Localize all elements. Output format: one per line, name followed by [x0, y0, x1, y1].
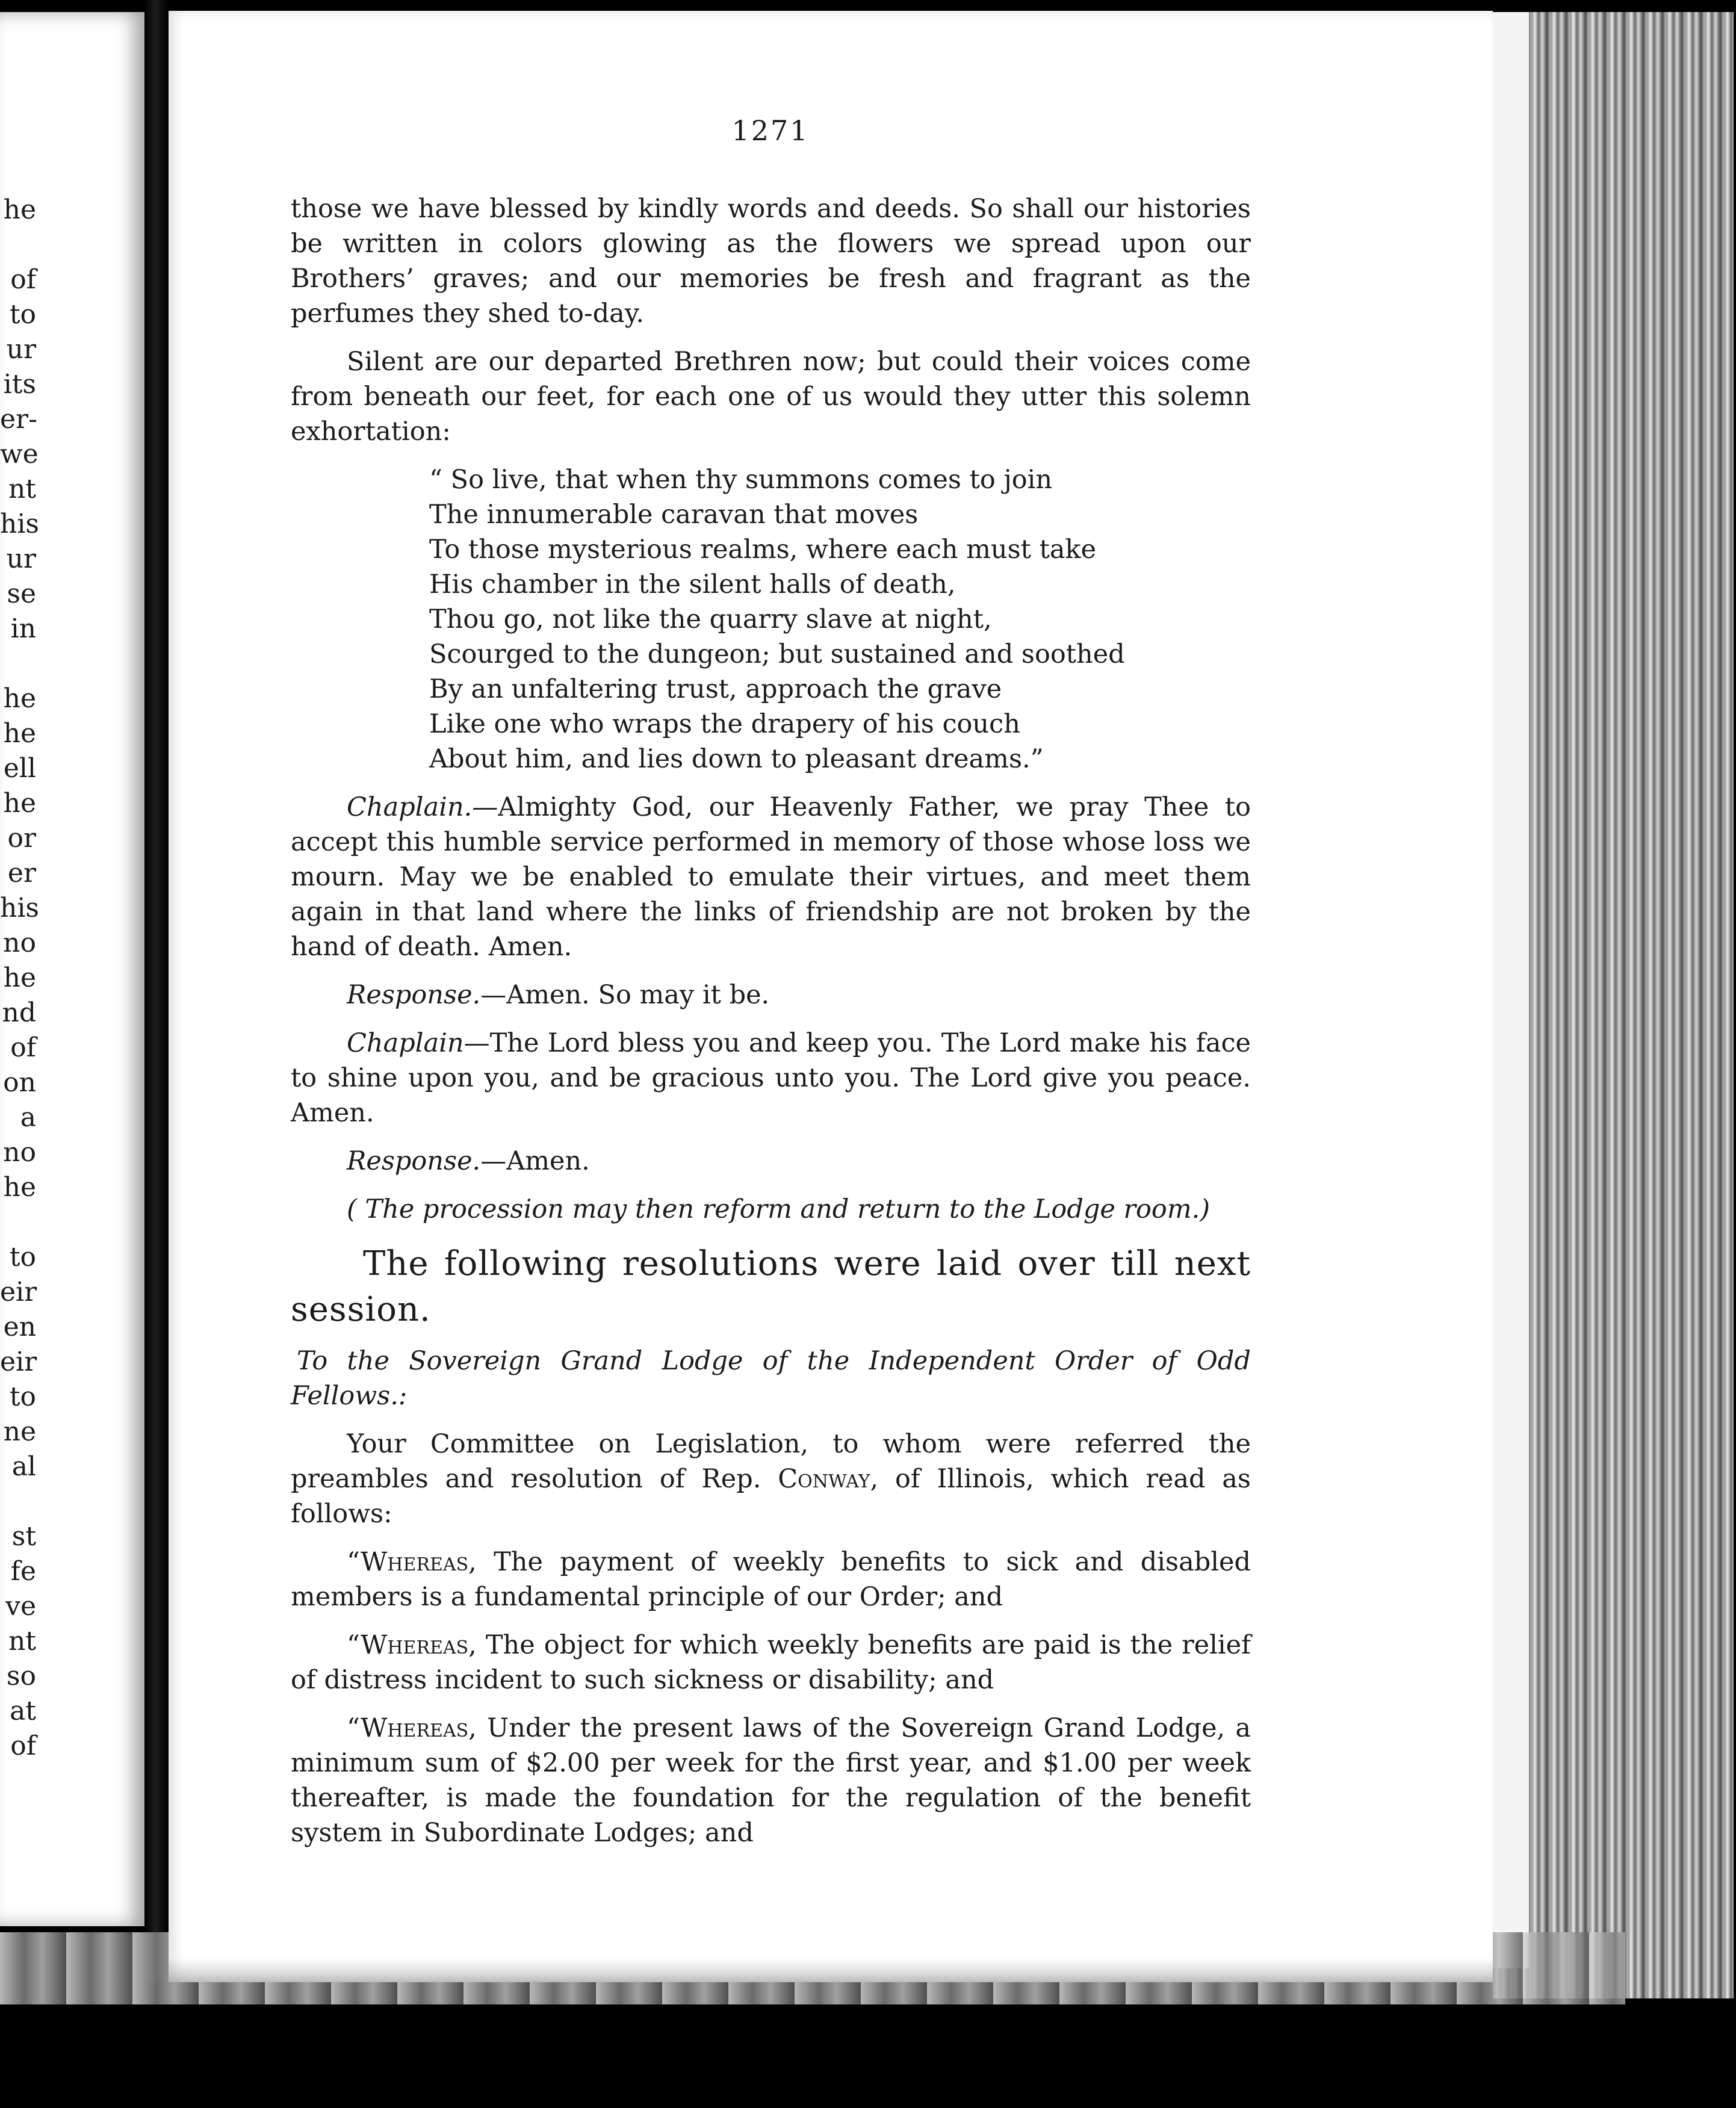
left-fragment: nt [8, 474, 36, 504]
response-text: —Amen. So may it be. [480, 980, 770, 1010]
left-fragment: to [9, 1381, 36, 1412]
left-fragment: al [11, 1451, 36, 1482]
left-facing-page [0, 12, 144, 1926]
whereas-text: , Under the present laws of the Sovereign Grand Lodge, a minimum sum of $2.00 per week for the first year, and $1.00 per week thereafter, is made the foundation for the regulation of the benefit system in Subordinate Lodges; and [291, 1713, 1251, 1848]
left-fragment: of [10, 1731, 36, 1761]
book-gutter [144, 0, 169, 1980]
left-fragment: ne [3, 1416, 36, 1447]
whereas-clause [291, 1711, 1251, 1850]
left-fragment [0, 1484, 36, 1519]
left-fragment: nt [8, 1626, 36, 1657]
left-fragment: in [10, 613, 36, 644]
left-fragment: his [0, 509, 39, 539]
left-fragment: we [0, 439, 39, 470]
left-fragment: his [0, 893, 39, 923]
page-number: 1271 [731, 114, 810, 147]
page-shadow [169, 1958, 1493, 1982]
whereas-clause [291, 1628, 1251, 1697]
opening-paragraph: those we have blessed by kindly words and deeds. So shall our histories be written in colors glowing as the flowers we spread upon our Brothers’ graves; and our memories be fresh and fragrant as the perfumes they shed to-day. [291, 194, 1251, 329]
left-page-text-fragments [0, 193, 39, 1764]
left-fragment: he [3, 1172, 36, 1203]
left-fragment: at [10, 1696, 36, 1726]
speaker-label: Response. [347, 1146, 481, 1176]
poem-quotation [429, 462, 1251, 777]
resolutions-heading: The following resolutions were laid over till next session. [291, 1244, 1251, 1329]
left-fragment [0, 646, 36, 681]
left-fragment: er [7, 858, 36, 888]
left-fragment: so [6, 1661, 36, 1691]
speaker-label: Response. [347, 980, 481, 1010]
left-fragment: ur [6, 544, 36, 574]
left-fragment: ve [5, 1591, 36, 1622]
left-fragment: he [3, 194, 36, 225]
poem-line: Scourged to the dungeon; but sustained and soothed [429, 639, 1125, 669]
left-fragment: no [3, 1137, 36, 1168]
silent-brethren-paragraph: Silent are our departed Brethren now; but could their voices come from beneath our feet, for each one of us would they utter this solemn exhortation: [291, 347, 1251, 447]
left-fragment: to [9, 1242, 36, 1273]
poem-line: His chamber in the silent halls of death, [429, 569, 956, 600]
whereas-clause [291, 1545, 1251, 1614]
left-fragment: nd [2, 997, 36, 1028]
left-fragment: on [3, 1067, 36, 1098]
left-fragment: se [7, 578, 36, 609]
chaplain-prayer [291, 790, 1251, 964]
left-fragment [0, 1205, 36, 1240]
response-text: —Amen. [480, 1146, 590, 1176]
left-fragment: en [3, 1312, 36, 1342]
left-fragment: ur [6, 334, 36, 365]
speaker-label: Chaplain. [347, 792, 473, 822]
left-fragment: of [10, 1032, 36, 1063]
page-text-block [291, 114, 1251, 1850]
left-fragment: fe [10, 1556, 36, 1587]
whereas-lead: “Whereas [347, 1547, 469, 1577]
stage-direction: ( The procession may then reform and return to the Lodge room.) [347, 1194, 1211, 1224]
left-fragment: er- [0, 404, 37, 435]
left-fragment: to [9, 299, 36, 330]
left-fragment: ell [3, 753, 36, 784]
committee-text: Your Committee on Legislation, to whom were referred the preambles and resolution of Rep. [291, 1429, 1251, 1494]
poem-line: The innumerable caravan that moves [429, 500, 919, 530]
whereas-text: , The object for which weekly benefits are paid is the relief of distress incident to such sickness or disability; and [291, 1630, 1251, 1695]
response-paragraph [291, 1144, 1251, 1179]
left-fragment: he [3, 963, 36, 993]
page-fore-edge [1493, 12, 1734, 1998]
left-fragment: of [10, 264, 36, 295]
left-fragment: eir [0, 1277, 37, 1307]
fore-edge-highlight [1493, 12, 1529, 1968]
representative-name: Conway [778, 1464, 870, 1494]
left-fragment: its [3, 369, 36, 400]
left-fragment: he [3, 718, 36, 749]
poem-line: To those mysterious realms, where each must take [429, 535, 1097, 565]
poem-line: Like one who wraps the drapery of his couch [429, 709, 1020, 739]
blessing-text: —The Lord bless you and keep you. The Lord make his face to shine upon you, and be gracious unto you. The Lord give you peace. Amen. [291, 1028, 1251, 1128]
response-paragraph [291, 978, 1251, 1012]
whereas-lead: “Whereas [347, 1713, 469, 1743]
left-fragment: no [3, 928, 36, 958]
address-line: To the Sovereign Grand Lodge of the Independent Order of Odd Fellows.: [291, 1346, 1251, 1411]
poem-line: About him, and lies down to pleasant dreams.” [429, 744, 1044, 774]
committee-text: , of Illinois, which read as follows: [291, 1464, 1251, 1529]
left-fragment: he [3, 788, 36, 819]
left-fragment [0, 228, 36, 262]
chaplain-blessing [291, 1026, 1251, 1130]
poem-line: Thou go, not like the quarry slave at night, [429, 604, 992, 634]
left-fragment: eir [0, 1347, 37, 1377]
left-fragment: or [7, 823, 36, 854]
left-fragment: he [3, 683, 36, 714]
committee-paragraph [291, 1427, 1251, 1531]
whereas-lead: “Whereas [347, 1630, 469, 1660]
poem-line: By an unfaltering trust, approach the grave [429, 674, 1002, 704]
poem-line: “ So live, that when thy summons comes to join [429, 465, 1053, 495]
prayer-text: —Almighty God, our Heavenly Father, we pray Thee to accept this humble service performed in memory of those whose loss we mourn. May we be enabled to emulate their virtues, and meet them again in that land where the links of friendship are not broken by the hand of death. Amen. [291, 792, 1251, 962]
left-fragment: st [11, 1521, 36, 1552]
left-fragment: a [20, 1102, 36, 1133]
speaker-label: Chaplain [347, 1028, 464, 1058]
whereas-text: , The payment of weekly benefits to sick and disabled members is a fundamental principle of our Order; and [291, 1547, 1251, 1612]
